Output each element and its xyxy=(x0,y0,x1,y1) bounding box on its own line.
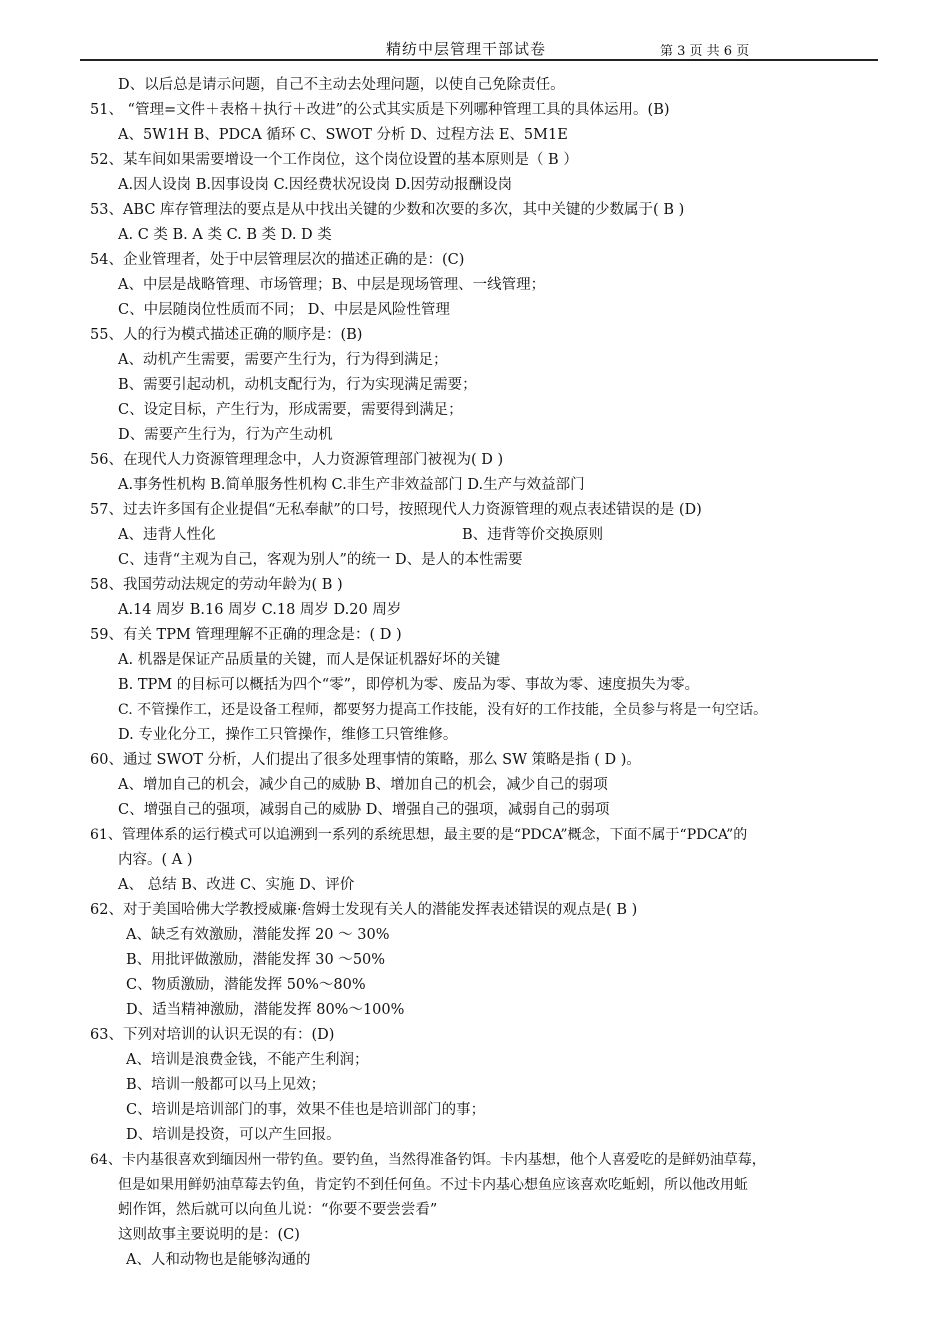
options-52: A.因人设岗 B.因事设岗 C.因经费状况设岗 D.因劳动报酬设岗 xyxy=(118,177,513,193)
question-63: 63、下列对培训的认识无误的有：(D) xyxy=(90,1027,335,1043)
question-57: 57、过去许多国有企业提倡“无私奉献”的口号，按照现代人力资源管理的观点表述错误的是 (D) xyxy=(90,502,702,518)
option-line: D、适当精神激励，潜能发挥 80%～100% xyxy=(126,1002,405,1018)
option-line: B、用批评做激励，潜能发挥 30 ～50% xyxy=(126,952,386,968)
question-53: 53、ABC 库存管理法的要点是从中找出关键的少数和次要的多次，其中关键的少数属于( B ) xyxy=(90,202,685,218)
option-line: D、需要产生行为，行为产生动机 xyxy=(118,427,333,443)
question-55: 55、人的行为模式描述正确的顺序是：(B) xyxy=(90,327,363,343)
question-51: 51、 “管理=文件＋表格＋执行＋改进”的公式其实质是下列哪种管理工具的具体运用。(B) xyxy=(90,102,670,118)
question-62: 62、对于美国哈佛大学教授威廉·詹姆士发现有关人的潜能发挥表述错误的观点是( B ) xyxy=(90,902,638,918)
option-line: A、培训是浪费金钱，不能产生利润； xyxy=(126,1052,369,1068)
question-61: 61、管理体系的运行模式可以追溯到一系列的系统思想，最主要的是“PDCA”概念，下面不属于“PDCA”的 xyxy=(90,827,748,843)
question-56: 56、在现代人力资源管理理念中，人力资源管理部门被视为( D ) xyxy=(90,452,504,468)
text-line: 但是如果用鲜奶油草莓去钓鱼，肯定钓不到任何鱼。不过卡内基心想鱼应该喜欢吃蚯蚓，所以他改用蚯 xyxy=(118,1177,748,1193)
question-58: 58、我国劳动法规定的劳动年龄为( B ) xyxy=(90,577,343,593)
option-line: A、增加自己的机会，减少自己的威胁 B、增加自己的机会，减少自己的弱项 xyxy=(118,777,608,793)
question-64: 64、卡内基很喜欢到缅因州一带钓鱼。要钓鱼，当然得准备钓饵。卡内基想，他个人喜爱吃的是鲜奶油草莓， xyxy=(90,1152,766,1168)
option-line: C、中层随岗位性质而不同； D、中层是风险性管理 xyxy=(118,302,450,318)
option-line: A、动机产生需要，需要产生行为，行为得到满足； xyxy=(118,352,448,368)
option-line: C、培训是培训部门的事，效果不佳也是培训部门的事； xyxy=(126,1102,486,1118)
text-line: 蚓作饵，然后就可以向鱼儿说：“你要不要尝尝看” xyxy=(118,1202,438,1218)
option-line: B. TPM 的目标可以概括为四个“零”，即停机为零、废品为零、事故为零、速度损失为零。 xyxy=(118,677,700,693)
question-59: 59、有关 TPM 管理理解不正确的理念是：( D ) xyxy=(90,627,402,643)
option-line: C、物质激励，潜能发挥 50%～80% xyxy=(126,977,366,993)
text-line: D、以后总是请示问题，自己不主动去处理问题，以使自己免除责任。 xyxy=(118,77,565,93)
option-line: A、人和动物也是能够沟通的 xyxy=(126,1252,311,1268)
text-line: 内容。( A ) xyxy=(118,852,193,868)
option-line: A. 机器是保证产品质量的关键，而人是保证机器好坏的关键 xyxy=(118,652,501,668)
question-52: 52、某车间如果需要增设一个工作岗位，这个岗位设置的基本原则是（ B ） xyxy=(90,152,578,168)
options-61: A、 总结 B、改进 C、实施 D、评价 xyxy=(118,877,355,893)
option-line: C、违背“主观为自己，客观为别人”的统一 D、是人的本性需要 xyxy=(118,552,523,568)
option-line: D、培训是投资，可以产生回报。 xyxy=(126,1127,341,1143)
question-60: 60、通过 SWOT 分析，人们提出了很多处理事情的策略，那么 SW 策略是指 ( D )。 xyxy=(90,752,641,768)
page-number: 第 3 页 共 6 页 xyxy=(660,44,750,59)
option-line: A、中层是战略管理、市场管理；B、中层是现场管理、一线管理； xyxy=(118,277,546,293)
exam-title: 精纺中层管理干部试卷 xyxy=(386,40,547,58)
text-line: 这则故事主要说明的是：(C) xyxy=(118,1227,300,1243)
question-54: 54、企业管理者，处于中层管理层次的描述正确的是：(C) xyxy=(90,252,465,268)
option-line: D. 专业化分工，操作工只管操作，维修工只管维修。 xyxy=(118,727,458,743)
header-rule xyxy=(80,59,878,61)
page-header xyxy=(0,34,950,58)
option-line: A、违背人性化 xyxy=(118,527,216,543)
option-line: B、培训一般都可以马上见效； xyxy=(126,1077,326,1093)
option-line: B、违背等价交换原则 xyxy=(462,527,604,543)
options-51: A、5W1H B、PDCA 循环 C、SWOT 分析 D、过程方法 E、5M1E xyxy=(118,127,568,143)
option-line: A、缺乏有效激励，潜能发挥 20 ～ 30% xyxy=(126,927,390,943)
options-56: A.事务性机构 B.简单服务性机构 C.非生产非效益部门 D.生产与效益部门 xyxy=(118,477,585,493)
option-line: B、需要引起动机，动机支配行为，行为实现满足需要； xyxy=(118,377,477,393)
option-line: C. 不管操作工，还是设备工程师，都要努力提高工作技能，没有好的工作技能，全员参与将是一句空话。 xyxy=(118,702,768,718)
option-line: C、设定目标，产生行为，形成需要，需要得到满足； xyxy=(118,402,463,418)
options-58: A.14 周岁 B.16 周岁 C.18 周岁 D.20 周岁 xyxy=(118,602,402,618)
options-53: A. C 类 B. A 类 C. B 类 D. D 类 xyxy=(118,227,332,243)
option-line: C、增强自己的强项，减弱自己的威胁 D、增强自己的强项，减弱自己的弱项 xyxy=(118,802,610,818)
